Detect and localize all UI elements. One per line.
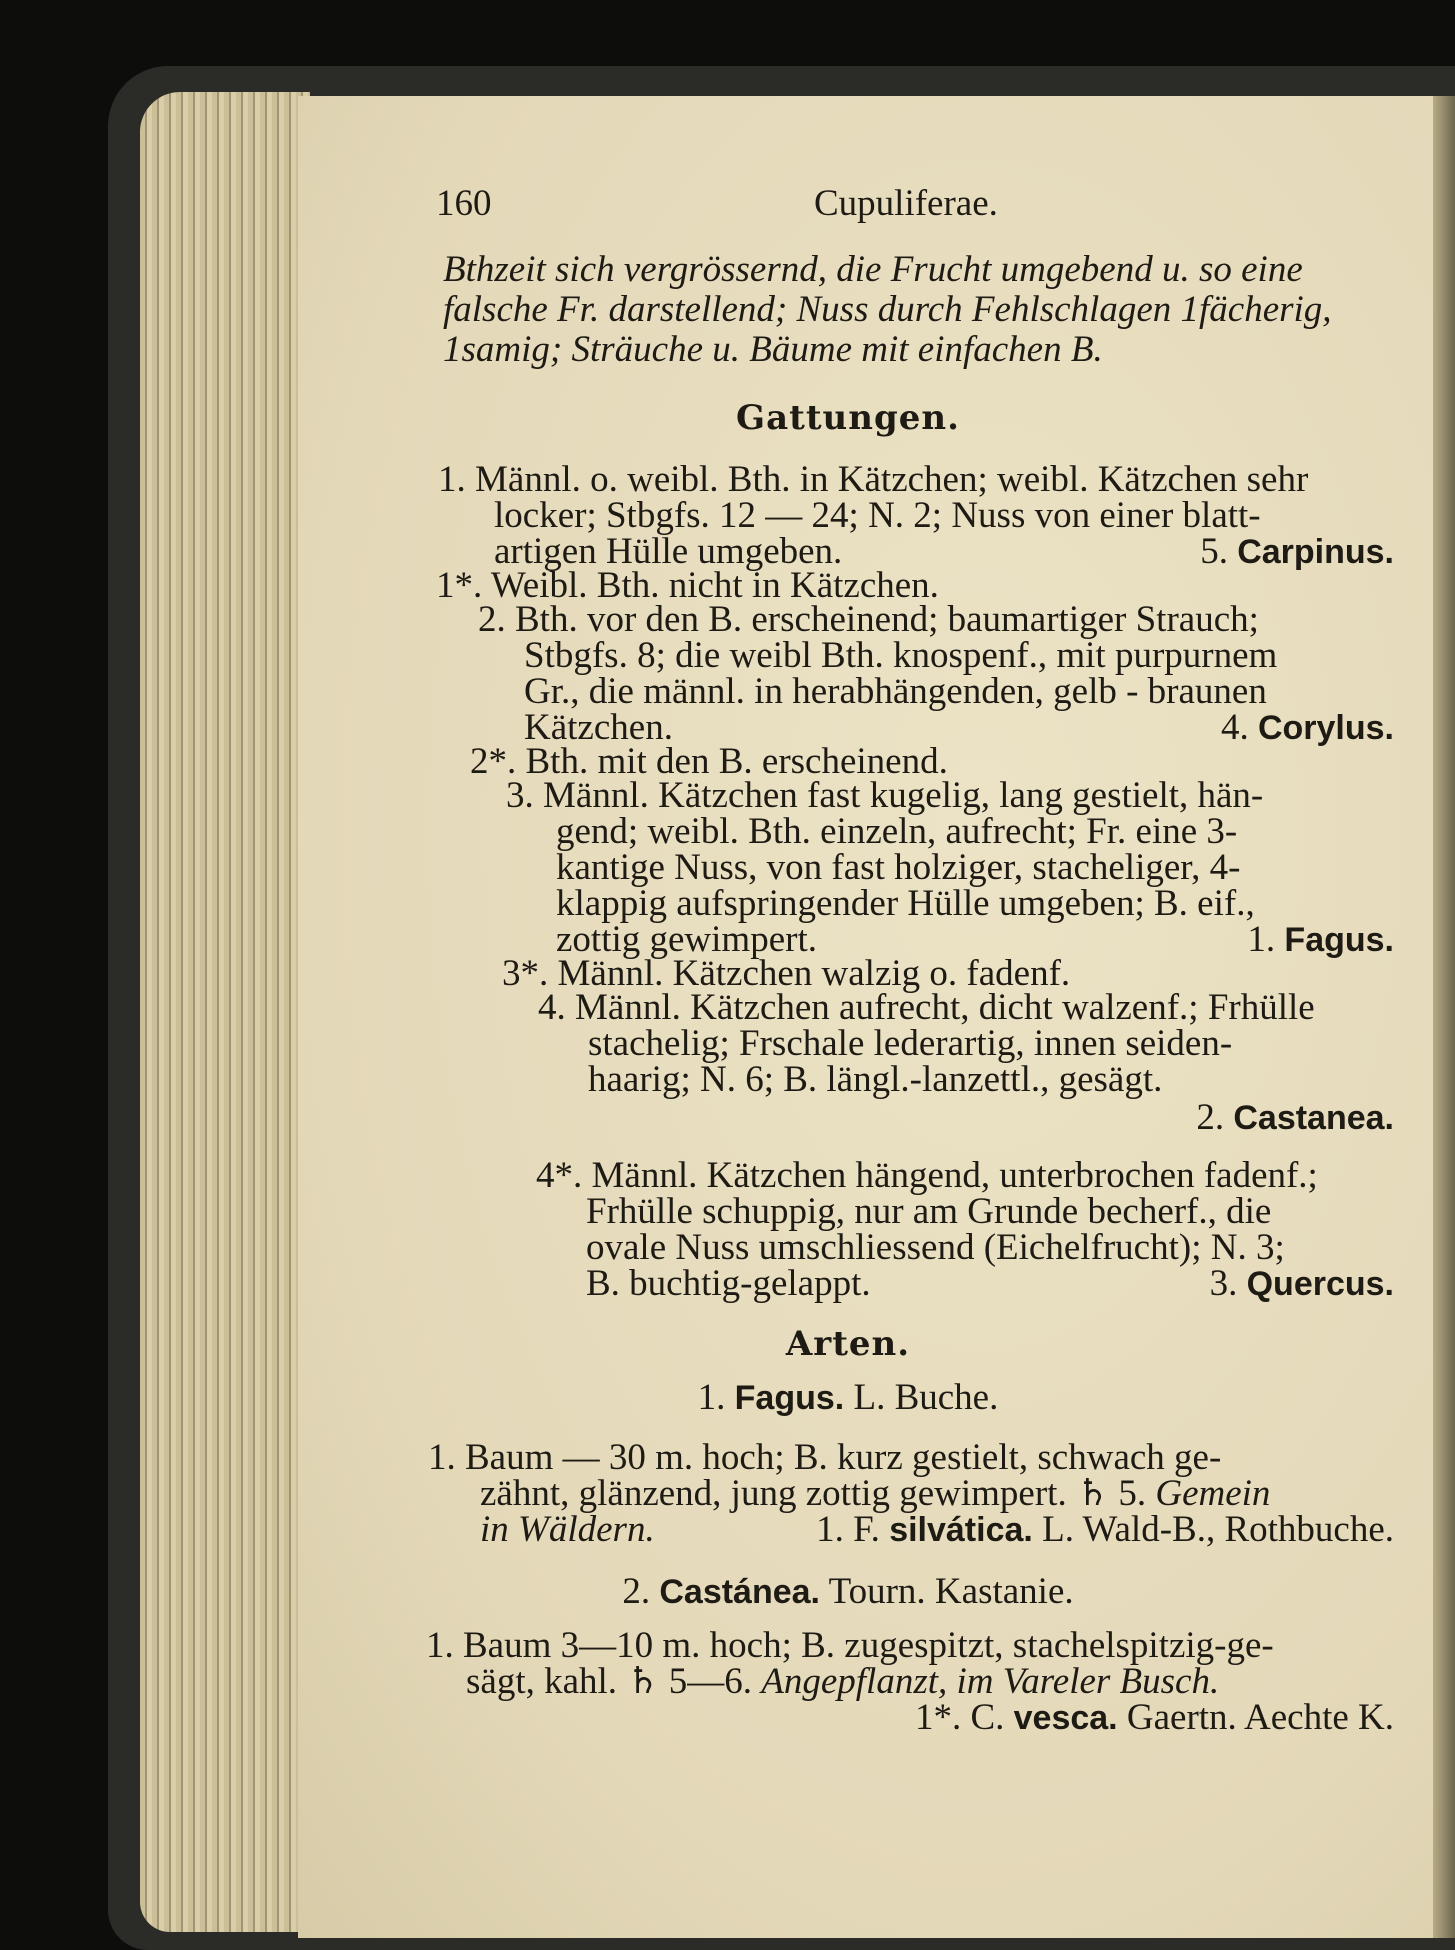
key-4s-number: 3. [1209, 1263, 1238, 1304]
fagus-species-epithet: silvática. [889, 1511, 1033, 1549]
intro-line-3: 1samig; Sträuche u. Bäume mit einfachen B. [443, 329, 1103, 370]
fagus-heading [298, 1378, 1398, 1418]
key-4s-line-4: B. buchtig-gelappt. [586, 1263, 871, 1304]
key-3-line-3: kantige Nuss, von fast holziger, stacheliger, 4- [556, 847, 1241, 888]
key-3-line-4: klappig aufspringender Hülle umgeben; B. eif., [556, 883, 1255, 924]
genus-carpinus: Carpinus. [1237, 533, 1394, 571]
key-4s-line-3: ovale Nuss umschliessend (Eichelfrucht); N. 3; [586, 1227, 1285, 1268]
castanea-species-author: Gaertn. Aechte K. [1126, 1697, 1394, 1738]
key-2-line-3: Gr., die männl. in herabhängenden, gelb - braunen [524, 671, 1267, 712]
fagus-species-num: 1. F. [816, 1509, 880, 1550]
key-4-line-2: stachelig; Frschale lederartig, innen seiden- [588, 1023, 1233, 1064]
castanea-habitat: Angepflanzt, im Vareler Busch. [761, 1661, 1220, 1702]
key-4-line-1: 4. Männl. Kätzchen aufrecht, dicht walzenf.; Frhülle [538, 987, 1315, 1028]
castanea-species [915, 1698, 1394, 1738]
genus-fagus: Fagus. [1284, 921, 1394, 959]
running-head: Cupuliferae. [814, 183, 998, 224]
key-2-line-2: Stbgfs. 8; die weibl Bth. knospenf., mit purpurnem [524, 635, 1278, 676]
key-1s: 1*. Weibl. Bth. nicht in Kätzchen. [436, 565, 939, 606]
key-3-number: 1. [1247, 919, 1276, 960]
key-4-line-3: haarig; N. 6; B. längl.-lanzettl., gesägt. [588, 1059, 1163, 1100]
fagus-number: 1. [697, 1377, 726, 1418]
key-2s: 2*. Bth. mit den B. erscheinend. [470, 741, 948, 782]
key-3s: 3*. Männl. Kätzchen walzig o. fadenf. [502, 953, 1071, 994]
genus-quercus: Quercus. [1246, 1265, 1394, 1303]
fagus-line-2 [480, 1474, 1270, 1514]
fagus-genus: Fagus. [734, 1379, 845, 1417]
key-3-line-1: 3. Männl. Kätzchen fast kugelig, lang gestielt, hän- [506, 775, 1264, 816]
page-number: 160 [436, 183, 492, 224]
page-gutter [1433, 96, 1455, 1938]
fagus-species-author: L. Wald-B., Rothbuche. [1042, 1509, 1394, 1550]
castanea-line-1: 1. Baum 3—10 m. hoch; B. zugespitzt, stachelspitzig-ge- [426, 1625, 1274, 1666]
fagus-species [816, 1510, 1394, 1550]
castanea-heading [298, 1572, 1398, 1612]
key-3-line-5: zottig gewimpert. [556, 919, 817, 960]
section-heading-arten: Arten. [785, 1324, 911, 1364]
castanea-genus: Castánea. [659, 1573, 820, 1611]
key-3-line-2: gend; weibl. Bth. einzeln, aufrecht; Fr. eine 3- [556, 811, 1238, 852]
key-2-line-1: 2. Bth. vor den B. erscheinend; baumartiger Strauch; [478, 599, 1259, 640]
key-2-genus [1221, 708, 1394, 748]
intro-line-2: falsche Fr. darstellend; Nuss durch Fehlschlagen 1fächerig, [443, 289, 1332, 330]
section-heading-gattungen: Gattungen. [736, 398, 960, 438]
page-edges [140, 92, 310, 1932]
key-3-genus [1247, 920, 1394, 960]
castanea-species-num: 1*. C. [914, 1697, 1005, 1738]
castanea-species-epithet: vesca. [1013, 1699, 1118, 1737]
key-4s-line-2: Frhülle schuppig, nur am Grunde becherf., die [586, 1191, 1272, 1232]
fagus-authority: L. Buche. [853, 1377, 999, 1418]
castanea-line-2-text: sägt, kahl. ♄ 5—6. [466, 1661, 752, 1702]
key-4s-genus [1210, 1264, 1394, 1304]
castanea-number: 2. [622, 1571, 651, 1612]
key-2-line-4: Kätzchen. [524, 707, 673, 748]
fagus-line-2-text: zähnt, glänzend, jung zottig gewimpert. ♄ 5. [480, 1473, 1147, 1514]
intro-line-1: Bthzeit sich vergrössernd, die Frucht umgebend u. so eine [443, 249, 1303, 290]
fagus-habitat-start: Gemein [1155, 1473, 1271, 1514]
fagus-habitat-end: in Wäldern. [480, 1509, 655, 1550]
key-1-number: 5. [1200, 531, 1228, 572]
key-1-genus [1200, 532, 1394, 572]
key-1-line-1: 1. Männl. o. weibl. Bth. in Kätzchen; weibl. Kätzchen sehr [438, 459, 1309, 500]
key-1-line-2: locker; Stbgfs. 12 — 24; N. 2; Nuss von einer blatt- [494, 495, 1261, 536]
key-4s-line-1: 4*. Männl. Kätzchen hängend, unterbrochen fadenf.; [536, 1155, 1318, 1196]
book-page [298, 96, 1438, 1938]
genus-castanea: Castanea. [1233, 1099, 1394, 1137]
key-2-number: 4. [1220, 707, 1249, 748]
castanea-line-2 [466, 1662, 1219, 1702]
key-4-genus [1196, 1098, 1394, 1138]
castanea-authority: Tourn. Kastanie. [828, 1571, 1074, 1612]
key-1-line-3: artigen Hülle umgeben. [494, 531, 843, 572]
key-4-number: 2. [1196, 1097, 1225, 1138]
fagus-line-1: 1. Baum — 30 m. hoch; B. kurz gestielt, schwach ge- [428, 1437, 1222, 1478]
genus-corylus: Corylus. [1257, 709, 1394, 747]
